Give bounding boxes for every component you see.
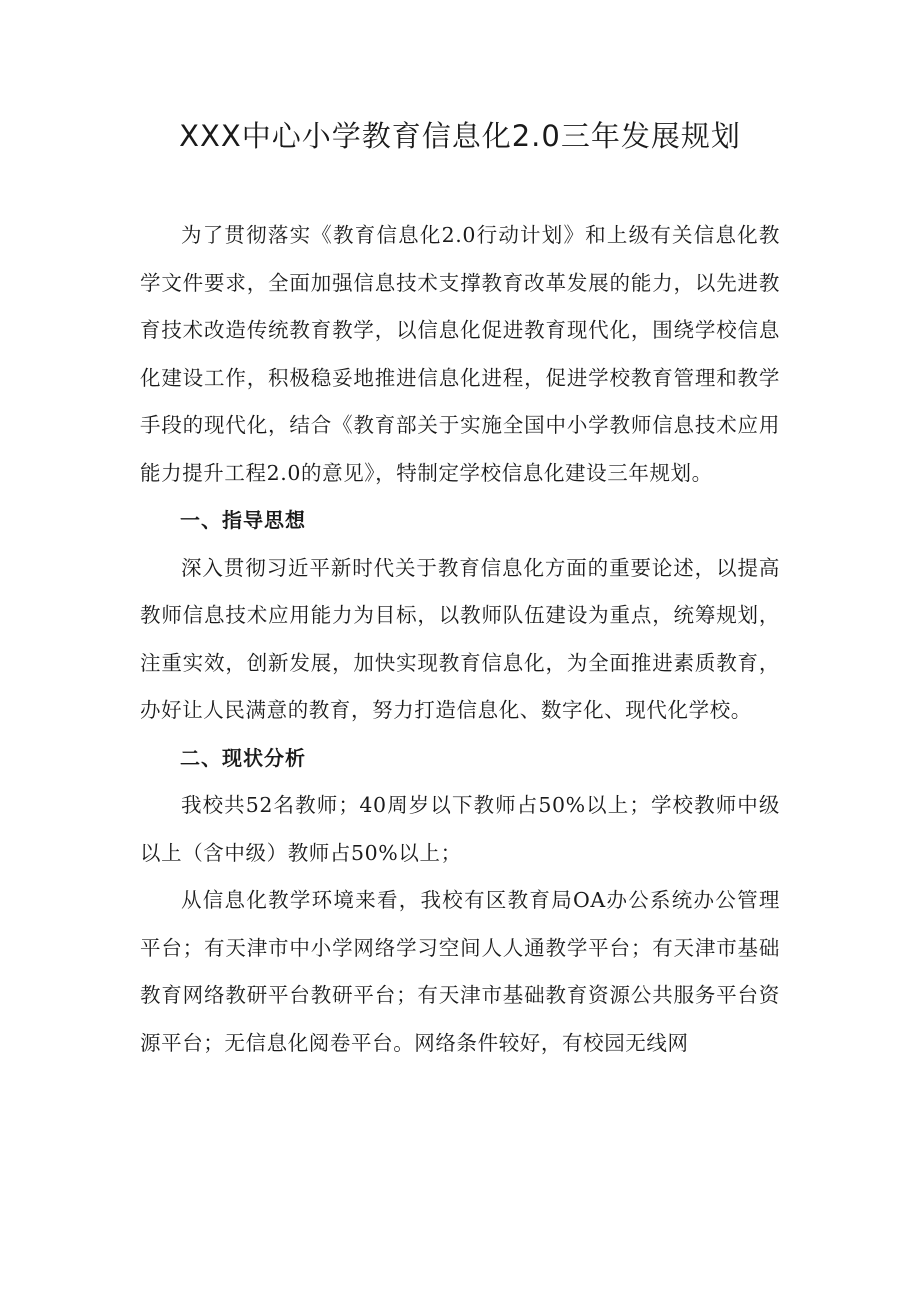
section-paragraph: 我校共52名教师；40周岁以下教师占50%以上；学校教师中级以上（含中级）教师占50%以上； (140, 793, 780, 865)
section-paragraph: 深入贯彻习近平新时代关于教育信息化方面的重要论述，以提高教师信息技术应用能力为目标，以教师队伍建设为重点，统筹规划，注重实效，创新发展，加快实现教育信息化，为全面推进素质教育，办好让人民满意的教育，努力打造信息化、数字化、现代化学校。 (140, 555, 780, 722)
document-title: XXX中心小学教育信息化2.0三年发展规划 (179, 119, 741, 153)
section-heading: 一、指导思想 (180, 508, 306, 532)
section-status-analysis (140, 735, 780, 1068)
section-guiding-ideology (140, 497, 780, 735)
intro-paragraph: 为了贯彻落实《教育信息化2.0行动计划》和上级有关信息化教学文件要求，全面加强信息技术支撑教育改革发展的能力，以先进教育技术改造传统教育教学，以信息化促进教育现代化，围绕学校信息化建设工作，积极稳妥地推进信息化进程，促进学校教育管理和教学手段的现代化，结合《教育部关于实施全国中小学教师信息技术应用能力提升工程2.0的意见》，特制定学校信息化建设三年规划。 (140, 223, 780, 485)
section-paragraph: 从信息化教学环境来看，我校有区教育局OA办公系统办公管理平台；有天津市中小学网络学习空间人人通教学平台；有天津市基础教育网络教研平台教研平台；有天津市基础教育资源公共服务平台资源平台；无信息化阅卷平台。网络条件较好，有校园无线网 (140, 888, 780, 1055)
document-body (140, 212, 780, 1067)
section-heading: 二、现状分析 (180, 745, 306, 770)
